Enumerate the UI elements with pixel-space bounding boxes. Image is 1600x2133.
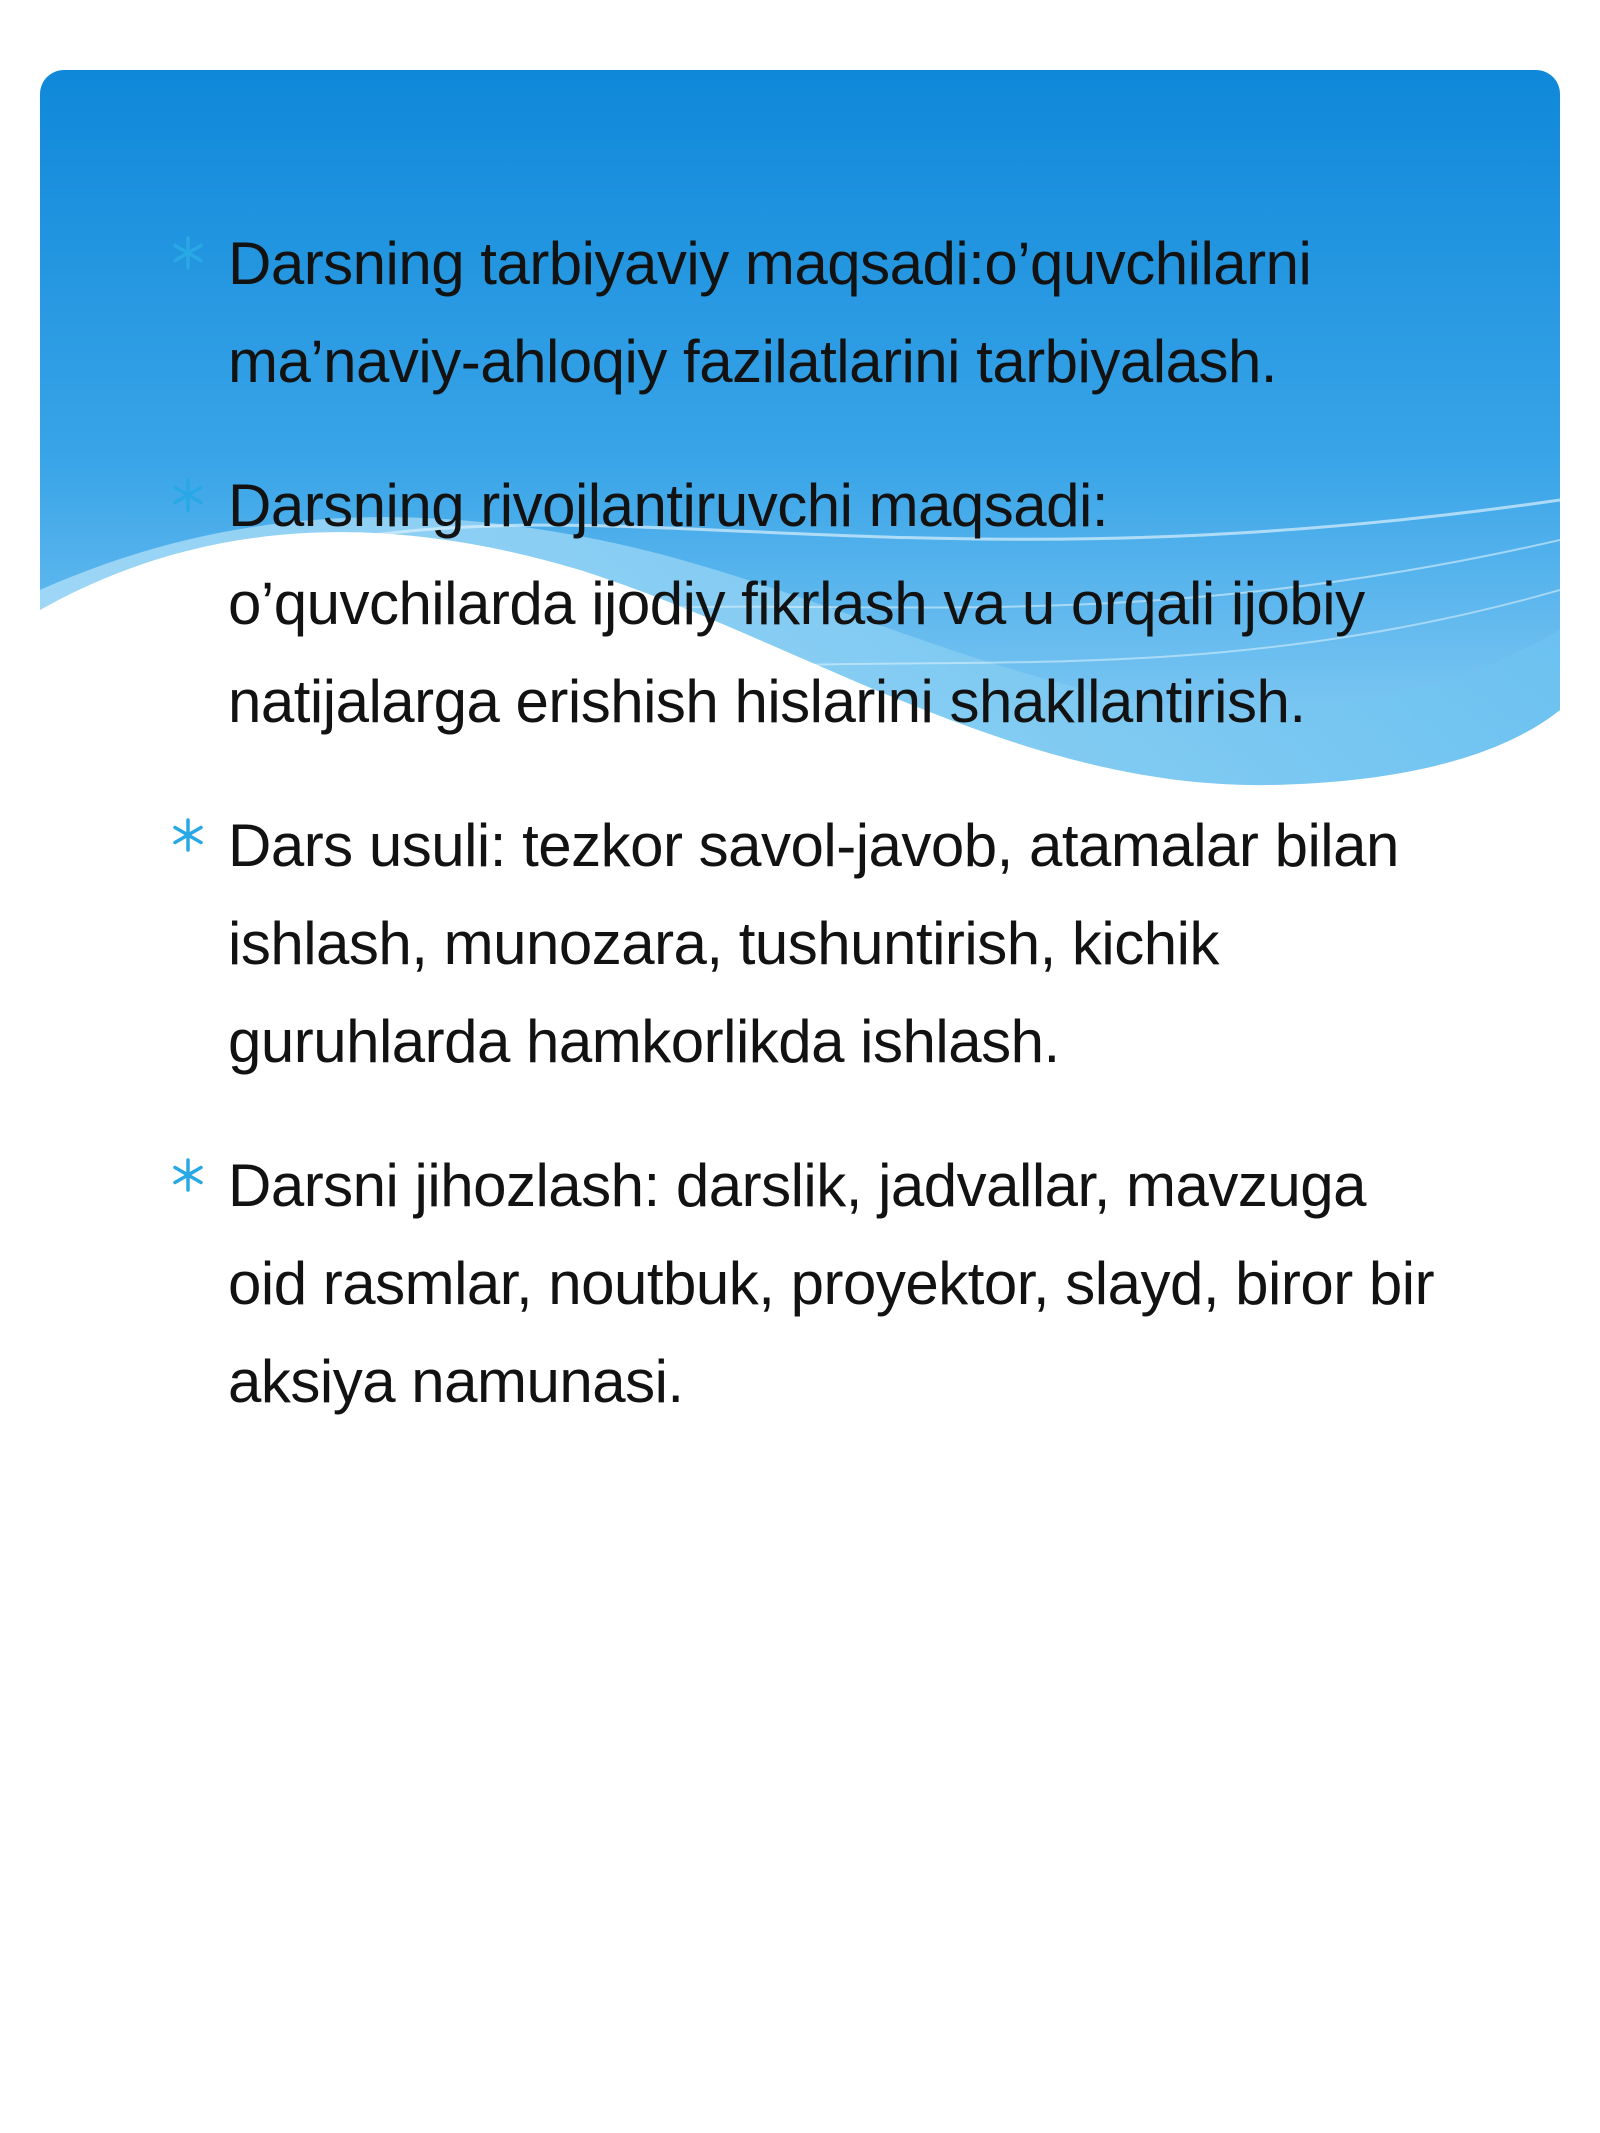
list-item (170, 457, 1460, 751)
list-item (170, 797, 1460, 1091)
asterisk-star-icon (170, 477, 206, 513)
bullet-text: Darsning tarbiyaviy maqsadi:o’quvchilarni ma’naviy-ahloqiy fazilatlarini tarbiyalash. (228, 230, 1312, 395)
bullet-text: Darsning rivojlantiruvchi maqsadi: o’quvchilarda ijodiy fikrlash va u orqali ijobiy natijalarga erishish hislarini shakllantirish. (228, 472, 1365, 735)
bullet-list (170, 215, 1460, 1477)
bullet-text: Dars usuli: tezkor savol-javob, atamalar bilan ishlash, munozara, tushuntirish, kichik guruhlarda hamkorlikda ishlash. (228, 812, 1399, 1075)
list-item (170, 215, 1460, 411)
bullet-text: Darsni jihozlash: darslik, jadvallar, mavzuga oid rasmlar, noutbuk, proyektor, slayd, biror bir aksiya namunasi. (228, 1152, 1435, 1415)
list-item (170, 1137, 1460, 1431)
asterisk-star-icon (170, 1157, 206, 1193)
asterisk-star-icon (170, 235, 206, 271)
asterisk-star-icon (170, 817, 206, 853)
